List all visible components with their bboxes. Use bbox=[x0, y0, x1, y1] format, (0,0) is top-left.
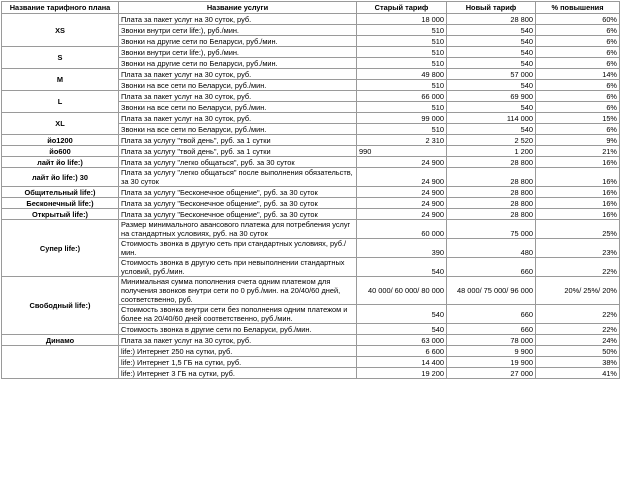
table-row bbox=[2, 47, 620, 58]
service-name: Плата за пакет услуг на 30 суток, руб. bbox=[119, 14, 357, 25]
service-name: Плата за услугу "твой день", руб. за 1 сутки bbox=[119, 146, 357, 157]
new-tariff: 540 bbox=[447, 58, 536, 69]
header-plan: Название тарифного плана bbox=[2, 2, 119, 14]
service-name: Звонки на другие сети по Беларуси, руб./мин. bbox=[119, 58, 357, 69]
header-service: Название услуги bbox=[119, 2, 357, 14]
table-row bbox=[2, 14, 620, 25]
service-name: life:) Интернет 3 ГБ на сутки, руб. bbox=[119, 368, 357, 379]
service-name: life:) Интернет 250 на сутки, руб. bbox=[119, 346, 357, 357]
service-name: life:) Интернет 1,5 ГБ на сутки, руб. bbox=[119, 357, 357, 368]
header-new-tariff: Новый тариф bbox=[447, 2, 536, 14]
increase-percent: 6% bbox=[536, 58, 620, 69]
old-tariff: 24 900 bbox=[357, 157, 447, 168]
old-tariff: 24 900 bbox=[357, 209, 447, 220]
service-name: Плата за услугу "легко общаться", руб. за 30 суток bbox=[119, 157, 357, 168]
old-tariff: 390 bbox=[357, 239, 447, 258]
table-row bbox=[2, 135, 620, 146]
old-tariff: 990 bbox=[357, 146, 447, 157]
new-tariff: 28 800 bbox=[447, 198, 536, 209]
increase-percent: 41% bbox=[536, 368, 620, 379]
old-tariff: 66 000 bbox=[357, 91, 447, 102]
new-tariff: 78 000 bbox=[447, 335, 536, 346]
old-tariff: 540 bbox=[357, 305, 447, 324]
header-old-tariff: Старый тариф bbox=[357, 2, 447, 14]
header-row bbox=[2, 2, 620, 14]
service-name: Плата за пакет услуг на 30 суток, руб. bbox=[119, 69, 357, 80]
increase-percent: 6% bbox=[536, 91, 620, 102]
plan-name: Динамо bbox=[2, 335, 119, 346]
new-tariff: 69 900 bbox=[447, 91, 536, 102]
increase-percent: 38% bbox=[536, 357, 620, 368]
increase-percent: 6% bbox=[536, 80, 620, 91]
increase-percent: 25% bbox=[536, 220, 620, 239]
table-row bbox=[2, 209, 620, 220]
increase-percent: 15% bbox=[536, 113, 620, 124]
new-tariff: 19 900 bbox=[447, 357, 536, 368]
old-tariff: 510 bbox=[357, 80, 447, 91]
new-tariff: 28 800 bbox=[447, 157, 536, 168]
old-tariff: 24 900 bbox=[357, 168, 447, 187]
increase-percent: 22% bbox=[536, 258, 620, 277]
increase-percent: 50% bbox=[536, 346, 620, 357]
increase-percent: 6% bbox=[536, 36, 620, 47]
table-row bbox=[2, 335, 620, 346]
old-tariff: 18 000 bbox=[357, 14, 447, 25]
plan-name: L bbox=[2, 91, 119, 113]
service-name: Плата за услугу "твой день", руб. за 1 сутки bbox=[119, 135, 357, 146]
old-tariff: 510 bbox=[357, 47, 447, 58]
new-tariff: 57 000 bbox=[447, 69, 536, 80]
increase-percent: 16% bbox=[536, 157, 620, 168]
old-tariff: 40 000/ 60 000/ 80 000 bbox=[357, 277, 447, 305]
increase-percent: 22% bbox=[536, 305, 620, 324]
service-name: Звонки на другие сети по Беларуси, руб./мин. bbox=[119, 36, 357, 47]
increase-percent: 16% bbox=[536, 198, 620, 209]
new-tariff: 540 bbox=[447, 80, 536, 91]
old-tariff: 24 900 bbox=[357, 198, 447, 209]
service-name: Стоимость звонка в другие сети по Беларуси, руб./мин. bbox=[119, 324, 357, 335]
increase-percent: 24% bbox=[536, 335, 620, 346]
new-tariff: 114 000 bbox=[447, 113, 536, 124]
increase-percent: 16% bbox=[536, 168, 620, 187]
old-tariff: 6 600 bbox=[357, 346, 447, 357]
plan-name: Свободный life:) bbox=[2, 277, 119, 335]
table-row bbox=[2, 168, 620, 187]
plan-name: лайт йо life:) bbox=[2, 157, 119, 168]
new-tariff: 1 200 bbox=[447, 146, 536, 157]
increase-percent: 6% bbox=[536, 47, 620, 58]
old-tariff: 510 bbox=[357, 58, 447, 69]
increase-percent: 23% bbox=[536, 239, 620, 258]
old-tariff: 510 bbox=[357, 36, 447, 47]
old-tariff: 540 bbox=[357, 324, 447, 335]
plan-name: Бесконечный life:) bbox=[2, 198, 119, 209]
increase-percent: 22% bbox=[536, 324, 620, 335]
new-tariff: 540 bbox=[447, 25, 536, 36]
table-row bbox=[2, 346, 620, 357]
new-tariff: 540 bbox=[447, 36, 536, 47]
tariff-table bbox=[1, 1, 620, 379]
service-name: Звонки внутри сети life:), руб./мин. bbox=[119, 25, 357, 36]
plan-name: Общительный life:) bbox=[2, 187, 119, 198]
increase-percent: 6% bbox=[536, 124, 620, 135]
service-name: Плата за услугу "Бесконечное общение", руб. за 30 суток bbox=[119, 198, 357, 209]
old-tariff: 2 310 bbox=[357, 135, 447, 146]
service-name: Плата за пакет услуг на 30 суток, руб. bbox=[119, 113, 357, 124]
old-tariff: 99 000 bbox=[357, 113, 447, 124]
new-tariff: 9 900 bbox=[447, 346, 536, 357]
service-name: Звонки на все сети по Беларуси, руб./мин. bbox=[119, 102, 357, 113]
table-row bbox=[2, 198, 620, 209]
plan-name: лайт йо life:) 30 bbox=[2, 168, 119, 187]
plan-name: йо1200 bbox=[2, 135, 119, 146]
table-row bbox=[2, 157, 620, 168]
table-row bbox=[2, 220, 620, 239]
table-row bbox=[2, 113, 620, 124]
table-row bbox=[2, 146, 620, 157]
service-name: Звонки на все сети по Беларуси, руб./мин. bbox=[119, 124, 357, 135]
old-tariff: 63 000 bbox=[357, 335, 447, 346]
plan-name: M bbox=[2, 69, 119, 91]
increase-percent: 14% bbox=[536, 69, 620, 80]
service-name: Звонки на все сети по Беларуси, руб./мин. bbox=[119, 80, 357, 91]
increase-percent: 60% bbox=[536, 14, 620, 25]
increase-percent: 16% bbox=[536, 209, 620, 220]
new-tariff: 28 800 bbox=[447, 14, 536, 25]
plan-name: йо600 bbox=[2, 146, 119, 157]
increase-percent: 20%/ 25%/ 20% bbox=[536, 277, 620, 305]
plan-name: S bbox=[2, 47, 119, 69]
service-name: Стоимость звонка в другую сеть при невыполнении стандартных условий, руб./мин. bbox=[119, 258, 357, 277]
new-tariff: 480 bbox=[447, 239, 536, 258]
increase-percent: 9% bbox=[536, 135, 620, 146]
service-name: Размер минимального авансового платежа для потребления услуг на стандартных условиях, руб. на 30 суток bbox=[119, 220, 357, 239]
new-tariff: 75 000 bbox=[447, 220, 536, 239]
old-tariff: 19 200 bbox=[357, 368, 447, 379]
service-name: Плата за услугу "Бесконечное общение", руб. за 30 суток bbox=[119, 209, 357, 220]
new-tariff: 660 bbox=[447, 305, 536, 324]
service-name: Звонки внутри сети life:), руб./мин. bbox=[119, 47, 357, 58]
service-name: Плата за услугу "Бесконечное общение", руб. за 30 суток bbox=[119, 187, 357, 198]
new-tariff: 27 000 bbox=[447, 368, 536, 379]
increase-percent: 16% bbox=[536, 187, 620, 198]
table-body bbox=[2, 14, 620, 379]
new-tariff: 540 bbox=[447, 124, 536, 135]
table-row bbox=[2, 277, 620, 305]
new-tariff: 2 520 bbox=[447, 135, 536, 146]
increase-percent: 6% bbox=[536, 102, 620, 113]
old-tariff: 540 bbox=[357, 258, 447, 277]
new-tariff: 660 bbox=[447, 258, 536, 277]
service-name: Плата за услугу "легко общаться" после выполнения обязательств, за 30 суток bbox=[119, 168, 357, 187]
new-tariff: 540 bbox=[447, 102, 536, 113]
table-row bbox=[2, 187, 620, 198]
increase-percent: 21% bbox=[536, 146, 620, 157]
service-name: Стоимость звонка в другую сеть при стандартных условиях, руб./мин. bbox=[119, 239, 357, 258]
old-tariff: 60 000 bbox=[357, 220, 447, 239]
plan-name bbox=[2, 346, 119, 379]
old-tariff: 24 900 bbox=[357, 187, 447, 198]
old-tariff: 14 400 bbox=[357, 357, 447, 368]
new-tariff: 28 800 bbox=[447, 187, 536, 198]
old-tariff: 510 bbox=[357, 25, 447, 36]
old-tariff: 510 bbox=[357, 124, 447, 135]
table-row bbox=[2, 69, 620, 80]
new-tariff: 48 000/ 75 000/ 96 000 bbox=[447, 277, 536, 305]
service-name: Минимальная сумма пополнения счета одним платежом для получения звонков внутри сети по 0 руб./мин. на 20/40/60 дней, соответственно, руб. bbox=[119, 277, 357, 305]
service-name: Плата за пакет услуг на 30 суток, руб. bbox=[119, 91, 357, 102]
old-tariff: 510 bbox=[357, 102, 447, 113]
new-tariff: 28 800 bbox=[447, 209, 536, 220]
new-tariff: 28 800 bbox=[447, 168, 536, 187]
plan-name: Открытый life:) bbox=[2, 209, 119, 220]
new-tariff: 660 bbox=[447, 324, 536, 335]
table-row bbox=[2, 91, 620, 102]
service-name: Стоимость звонка внутри сети без пополнения одним платежом и более на 20/40/60 дней соответственно, руб./мин. bbox=[119, 305, 357, 324]
plan-name: XL bbox=[2, 113, 119, 135]
new-tariff: 540 bbox=[447, 47, 536, 58]
increase-percent: 6% bbox=[536, 25, 620, 36]
service-name: Плата за пакет услуг на 30 суток, руб. bbox=[119, 335, 357, 346]
plan-name: XS bbox=[2, 14, 119, 47]
header-increase: % повышения bbox=[536, 2, 620, 14]
plan-name: Супер life:) bbox=[2, 220, 119, 277]
old-tariff: 49 800 bbox=[357, 69, 447, 80]
